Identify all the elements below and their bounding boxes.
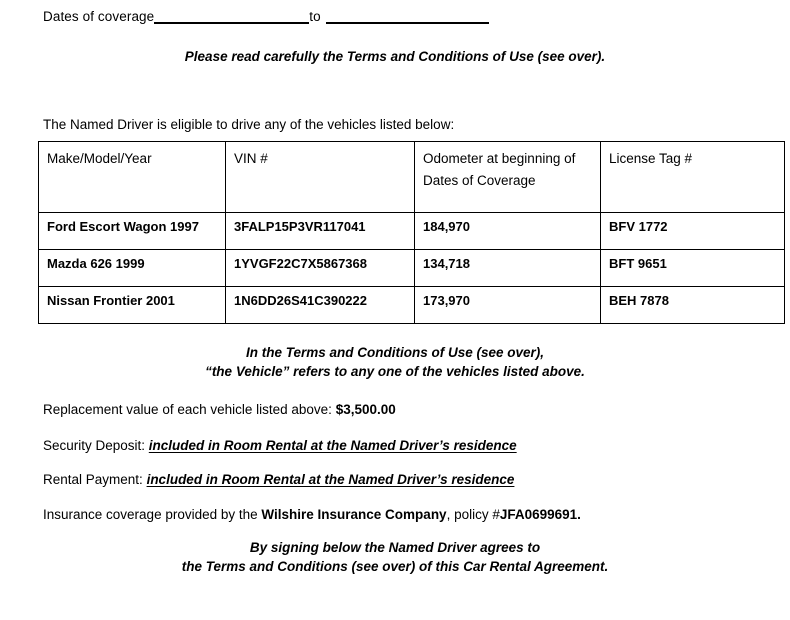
vehicle-definition-line2: “the Vehicle” refers to any one of the vehicles listed above. xyxy=(205,364,585,379)
column-header-odometer-line2: Dates of Coverage xyxy=(423,173,536,188)
dates-to-blank[interactable] xyxy=(326,10,489,24)
eligible-vehicles-intro: The Named Driver is eligible to drive any of the vehicles listed below: xyxy=(43,117,455,132)
cell-license-tag: BFV 1772 xyxy=(601,213,785,250)
signature-agreement-notice xyxy=(0,538,790,576)
security-deposit-value[interactable]: included in Room Rental at the Named Driver’s residence xyxy=(148,438,517,453)
signature-agreement-line1: By signing below the Named Driver agrees to xyxy=(249,540,541,555)
cell-vin: 3FALP15P3VR117041 xyxy=(226,213,415,250)
table-row xyxy=(39,250,785,287)
rental-payment-label: Rental Payment: xyxy=(43,472,147,487)
replacement-value-label: Replacement value of each vehicle listed above: xyxy=(43,402,336,417)
column-header-odometer-line1: Odometer at beginning of xyxy=(423,151,576,166)
insurance-policy-number: JFA0699691. xyxy=(499,507,581,522)
cell-odometer: 134,718 xyxy=(415,250,601,287)
table-header-row xyxy=(39,142,785,213)
security-deposit-label: Security Deposit: xyxy=(43,438,149,453)
insurance-policy-label: , policy # xyxy=(446,507,500,522)
cell-license-tag: BFT 9651 xyxy=(601,250,785,287)
cell-make-model-year: Nissan Frontier 2001 xyxy=(39,287,226,324)
column-header-license-tag: License Tag # xyxy=(601,142,785,213)
cell-vin: 1N6DD26S41C390222 xyxy=(226,287,415,324)
cell-make-model-year: Mazda 626 1999 xyxy=(39,250,226,287)
cell-odometer: 173,970 xyxy=(415,287,601,324)
replacement-value-amount: $3,500.00 xyxy=(335,402,396,417)
vehicle-definition-line1: In the Terms and Conditions of Use (see over), xyxy=(245,345,545,360)
cell-make-model-year: Ford Escort Wagon 1997 xyxy=(39,213,226,250)
dates-from-blank[interactable] xyxy=(154,10,309,24)
read-carefully-notice: Please read carefully the Terms and Conditions of Use (see over). xyxy=(184,49,606,64)
rental-payment-value[interactable]: included in Room Rental at the Named Driver’s residence xyxy=(146,472,515,487)
signature-agreement-line2: the Terms and Conditions (see over) of this Car Rental Agreement. xyxy=(181,559,609,574)
replacement-value-line xyxy=(43,401,396,419)
rental-payment-line xyxy=(43,471,514,489)
cell-license-tag: BEH 7878 xyxy=(601,287,785,324)
cell-vin: 1YVGF22C7X5867368 xyxy=(226,250,415,287)
insurance-company-name: Wilshire Insurance Company xyxy=(261,507,447,522)
dates-separator-label: to xyxy=(309,9,321,24)
table-row xyxy=(39,213,785,250)
dates-of-coverage-line xyxy=(43,8,489,26)
table-row xyxy=(39,287,785,324)
column-header-odometer xyxy=(415,142,601,213)
insurance-prefix: Insurance coverage provided by the xyxy=(43,507,262,522)
column-header-make-model-year: Make/Model/Year xyxy=(39,142,226,213)
security-deposit-line xyxy=(43,437,517,455)
column-header-vin: VIN # xyxy=(226,142,415,213)
vehicle-definition-notice xyxy=(0,343,790,381)
dates-of-coverage-label: Dates of coverage xyxy=(43,9,155,24)
vehicle-table xyxy=(38,141,785,324)
insurance-coverage-line xyxy=(43,506,581,524)
cell-odometer: 184,970 xyxy=(415,213,601,250)
